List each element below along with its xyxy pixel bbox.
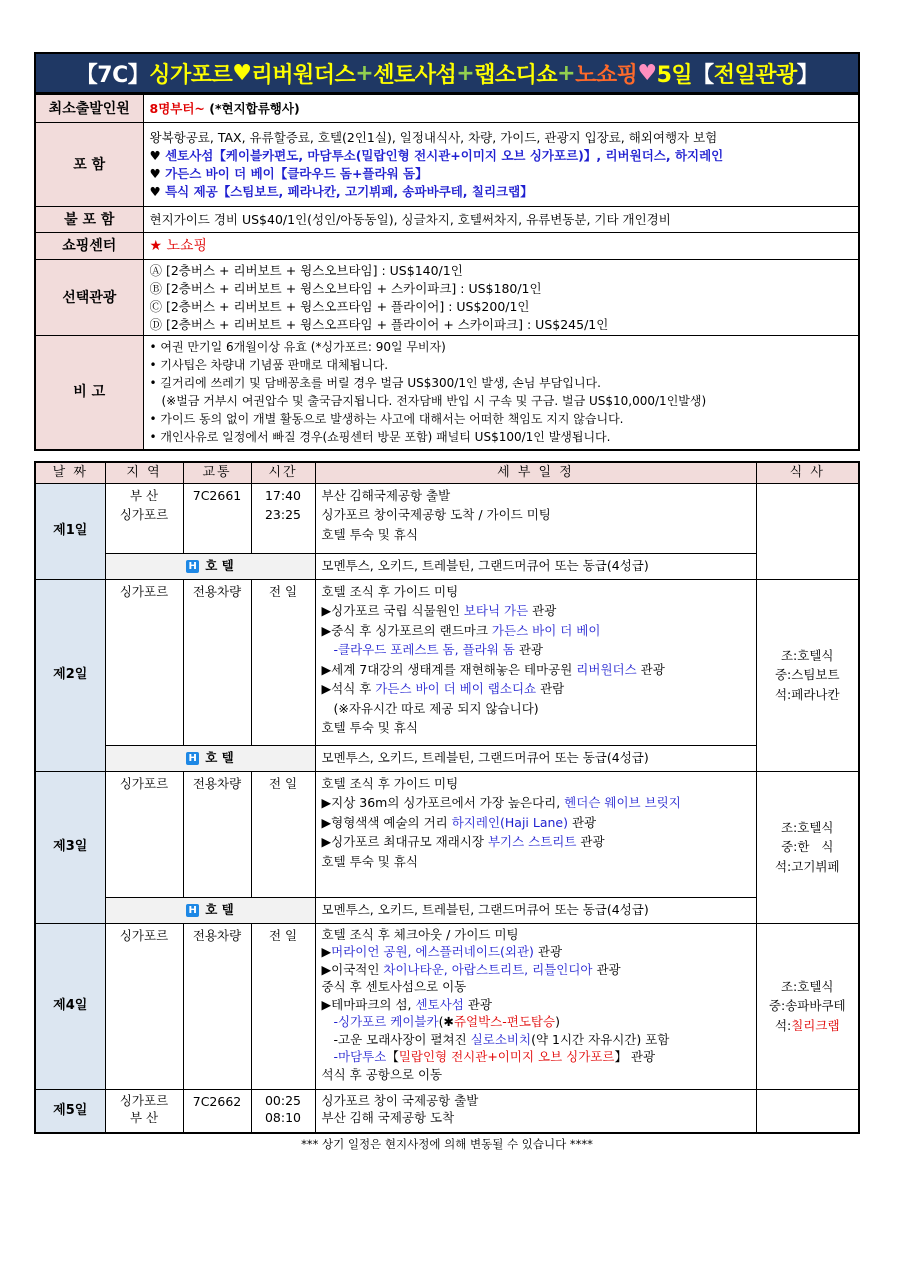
note-item: (※벌금 거부시 여권압수 및 출국금지됩니다. 전자담배 반입 시 구속 및 구금. 벌금 US$10,000/1인발생) — [161, 394, 707, 409]
day3-transport: 전용차량 — [183, 771, 251, 897]
day1-meal — [756, 483, 859, 579]
day1-detail — [315, 483, 756, 553]
area-text: 싱가포르 — [119, 507, 169, 522]
detail-text: 관광 — [592, 961, 621, 977]
day5-label: 제5일 — [35, 1089, 105, 1133]
detail-text: 관광 — [533, 944, 563, 959]
include-highlight: 특식 제공【스팀보트, 페라나칸, 고기뷔페, 송파바쿠테, 칠리크랩】 — [165, 183, 533, 199]
detail-line: 호텔 조식 후 체크아웃 / 가이드 미팅 — [321, 926, 519, 942]
day2-hotel-row — [35, 745, 859, 771]
day4-area: 싱가포르 — [105, 923, 183, 1089]
header-day: 날 짜 — [35, 462, 105, 484]
hotel-icon: H — [186, 904, 199, 917]
hotel-text: 모멘투스, 오키드, 트레블틴, 그랜드머큐어 또는 동급(4성급) — [315, 897, 756, 923]
title-days: 5일 — [656, 62, 693, 88]
detail-text: 】 관광 — [614, 1049, 656, 1064]
day2-area: 싱가포르 — [105, 579, 183, 745]
title-plus: + — [557, 60, 576, 86]
heart-icon: ♥ — [637, 60, 657, 86]
option-b: Ⓑ [2층버스 + 리버보트 + 윙스오브타임 + 스카이파크] : US$180/1인 — [149, 280, 542, 296]
detail-line: 부산 김해국제공항 출발 — [321, 487, 451, 503]
detail-line: 부산 김해 국제공항 도착 — [321, 1109, 455, 1125]
detail-text: 관람 — [536, 681, 565, 696]
day2-transport: 전용차량 — [183, 579, 251, 745]
title-destination: 싱가포르 — [149, 62, 233, 88]
header-time: 시간 — [251, 462, 315, 484]
detail-text: 관광 — [514, 642, 543, 657]
schedule-footnote: *** 상기 일정은 현지사정에 의해 변동될 수 있습니다 **** — [301, 1137, 593, 1151]
detail-line: 호텔 투숙 및 휴식 — [321, 720, 418, 735]
detail-line: (※자유시간 따로 제공 되지 않습니다) — [333, 700, 539, 716]
time-text: 08:10 — [264, 1109, 302, 1125]
detail-line — [322, 832, 750, 852]
detail-text: ▶싱가포르 최대규모 재래시장 — [321, 834, 488, 849]
day1-time — [251, 483, 315, 553]
hotel-label-cell — [105, 745, 315, 771]
option-c: Ⓒ [2층버스 + 리버보트 + 윙스오프타임 + 플라이어] : US$200/1인 — [149, 298, 530, 314]
detail-text: ▶ — [321, 944, 332, 959]
schedule-header — [35, 462, 859, 484]
detail-highlight: -마담투소 — [333, 1049, 387, 1064]
exclude-value: 현지가이드 경비 US$40/1인(성인/아동동일), 싱글차지, 호텔써차지, 유류변동분, 기타 개인경비 — [143, 207, 859, 233]
meal-breakfast: 조:호텔식 — [780, 819, 834, 835]
detail-line — [322, 1048, 750, 1066]
hotel-icon: H — [186, 560, 199, 573]
notes-label: 비 고 — [35, 336, 143, 450]
detail-line — [322, 793, 750, 813]
area-text: 부 산 — [129, 487, 159, 503]
detail-text: ▶테마파크의 섬, — [321, 996, 416, 1012]
header-meal: 식 사 — [756, 462, 859, 484]
time-text: 00:25 — [264, 1092, 302, 1108]
hotel-label: 호 텔 — [205, 558, 234, 574]
min-people-note: (*현지합류행사) — [204, 100, 300, 116]
detail-highlight: 가든스 바이 더 베이 — [491, 622, 601, 638]
detail-line: 싱가포르 창이국제공항 도착 / 가이드 미팅 — [321, 507, 551, 522]
detail-line — [322, 1031, 750, 1049]
detail-text: ) — [555, 1014, 560, 1029]
detail-line: 호텔 투숙 및 휴식 — [321, 853, 418, 869]
detail-highlight: 보타닉 가든 — [463, 603, 529, 618]
detail-highlight: 실로소비치 — [470, 1031, 532, 1047]
heart-icon: ♥ — [232, 60, 252, 86]
detail-text: -고운 모래사장이 펼쳐진 — [333, 1031, 471, 1047]
detail-text: ▶석식 후 — [321, 681, 376, 696]
detail-line — [322, 961, 750, 979]
include-highlight: 가든스 바이 더 베이【클라우드 돔+플라워 돔】 — [165, 165, 428, 181]
hotel-label-cell — [105, 553, 315, 579]
heart-icon: ♥ — [149, 165, 166, 181]
detail-text: 관광 — [568, 814, 597, 830]
detail-line — [322, 996, 750, 1014]
title-rhapsody: 랩소디쇼 — [474, 62, 558, 88]
notes-value — [143, 336, 859, 450]
min-people-label: 최소출발인원 — [35, 95, 143, 123]
meal-dinner: 석:페라나칸 — [774, 686, 840, 702]
hotel-label-cell — [105, 897, 315, 923]
min-people-count: 8명부터~ — [149, 100, 205, 116]
day5-detail — [315, 1089, 756, 1133]
info-row-notes — [35, 336, 859, 450]
include-label: 포 함 — [35, 123, 143, 207]
note-item: • 여권 만기일 6개월이상 유효 (*싱가포르: 90일 무비자) — [149, 340, 446, 355]
detail-highlight: -싱가포르 케이블카 — [333, 1014, 439, 1029]
note-item: • 개인사유로 일정에서 빠질 경우(쇼핑센터 방문 포함) 패널티 US$100/1인 발생됩니다. — [149, 430, 611, 445]
detail-line — [322, 660, 750, 680]
day2-time: 전 일 — [251, 579, 315, 745]
detail-line — [322, 601, 750, 621]
day4-label: 제4일 — [35, 923, 105, 1089]
info-row-options — [35, 260, 859, 336]
day2-row — [35, 579, 859, 745]
detail-highlight: 센토사섬 — [415, 996, 464, 1012]
info-row-include — [35, 123, 859, 207]
title-noshopping: 노쇼핑 — [575, 62, 638, 88]
area-text: 부 산 — [129, 1109, 159, 1125]
meal-breakfast: 조:호텔식 — [780, 978, 834, 994]
options-value — [143, 260, 859, 336]
detail-line — [322, 1013, 750, 1031]
shopping-value: ★ 노쇼핑 — [143, 233, 859, 260]
detail-highlight: 헨더슨 웨이브 브릿지 — [564, 795, 681, 810]
detail-line — [322, 640, 750, 660]
include-line — [150, 165, 853, 183]
detail-text: ▶중식 후 싱가포르의 랜드마크 — [321, 622, 492, 638]
detail-text: 관광 — [636, 661, 665, 677]
include-line — [150, 147, 853, 165]
include-line — [150, 183, 853, 201]
meal-dinner: 석:고기뷔페 — [774, 858, 840, 874]
title-sentosa: 센토사섬 — [373, 62, 457, 88]
day3-label: 제3일 — [35, 771, 105, 923]
schedule-table — [34, 461, 860, 1135]
detail-line: 석식 후 공항으로 이동 — [321, 1066, 443, 1082]
time-text: 17:40 — [264, 487, 302, 503]
day2-meal — [756, 579, 859, 771]
detail-line — [322, 621, 750, 641]
detail-text: ▶세계 7대강의 생태계를 재현해놓은 테마공원 — [321, 661, 577, 677]
detail-text: ▶지상 36m의 싱가포르에서 가장 높은다리, — [321, 795, 565, 810]
day4-detail — [315, 923, 756, 1089]
meal-text: 석: — [774, 1017, 792, 1033]
meal-highlight: 칠리크랩 — [791, 1017, 840, 1033]
title-bracket-close: 】 — [796, 62, 819, 88]
meal-lunch: 중:한 식 — [781, 839, 834, 855]
detail-line: 호텔 투숙 및 휴식 — [321, 526, 418, 542]
day5-time — [251, 1089, 315, 1133]
detail-text: (약 1시간 자유시간) 포함 — [531, 1031, 670, 1047]
header-transport: 교통 — [183, 462, 251, 484]
meal-lunch: 중:스팀보트 — [774, 667, 840, 683]
day2-detail — [315, 579, 756, 745]
day5-area — [105, 1089, 183, 1133]
detail-text: ▶이국적인 — [321, 961, 384, 977]
day5-transport: 7C2662 — [183, 1089, 251, 1133]
title-fullday: 전일관광 — [713, 62, 797, 88]
option-a: Ⓐ [2층버스 + 리버보트 + 윙스오브타임] : US$140/1인 — [149, 262, 463, 278]
meal-dinner — [763, 1016, 853, 1036]
tour-title — [34, 52, 860, 94]
header-detail: 세 부 일 정 — [315, 462, 756, 484]
detail-text: 관광 — [528, 603, 557, 618]
options-label: 선택관광 — [35, 260, 143, 336]
detail-line: 싱가포르 창이 국제공항 출발 — [321, 1092, 479, 1108]
heart-icon: ♥ — [149, 183, 166, 199]
detail-line — [322, 943, 750, 961]
day5-meal — [756, 1089, 859, 1133]
day4-meal — [756, 923, 859, 1089]
detail-text: (✱ — [438, 1014, 454, 1029]
title-plus: + — [456, 60, 475, 86]
detail-highlight: 머라이언 공원, 에스플러네이드(외관) — [331, 944, 534, 959]
day4-transport: 전용차량 — [183, 923, 251, 1089]
detail-text: 관광 — [576, 834, 605, 849]
info-row-shopping — [35, 233, 859, 260]
day3-meal — [756, 771, 859, 923]
include-value — [143, 123, 859, 207]
title-riverwonders: 리버원더스 — [251, 62, 356, 88]
min-people-value — [143, 95, 859, 123]
title-plus: + — [355, 60, 374, 86]
detail-line: 호텔 조식 후 가이드 미팅 — [321, 583, 459, 599]
detail-highlight: 부기스 스트리트 — [487, 834, 577, 849]
title-bracket-open: 【 — [692, 62, 714, 88]
day3-area: 싱가포르 — [105, 771, 183, 897]
day3-hotel-row — [35, 897, 859, 923]
day1-label: 제1일 — [35, 483, 105, 579]
hotel-label: 호 텔 — [205, 750, 234, 766]
detail-text: 【 — [386, 1049, 399, 1064]
day1-area — [105, 483, 183, 553]
heart-icon: ♥ — [149, 147, 166, 163]
detail-highlight: 밀랍인형 전시관+이미지 오브 싱가포르 — [398, 1049, 615, 1064]
detail-line: 중식 후 센토사섬으로 이동 — [321, 979, 467, 994]
day3-row — [35, 771, 859, 897]
note-item: • 기사팁은 차량내 기념품 판매로 대체됩니다. — [149, 358, 389, 373]
detail-highlight: -클라우드 포레스트 돔, 플라워 돔 — [333, 642, 515, 657]
note-item: • 길거리에 쓰레기 및 담배꽁초를 버릴 경우 벌금 US$300/1인 발생, 손님 부담입니다. — [149, 376, 601, 391]
note-item: • 가이드 동의 없이 개별 활동으로 발생하는 사고에 대해서는 어떠한 책임도 지지 않습니다. — [149, 412, 624, 427]
time-text: 23:25 — [264, 507, 302, 522]
detail-line: 호텔 조식 후 가이드 미팅 — [321, 775, 459, 791]
day5-row — [35, 1089, 859, 1133]
day3-detail — [315, 771, 756, 897]
itinerary-document — [34, 52, 860, 1152]
day2-label: 제2일 — [35, 579, 105, 771]
tour-info-table — [34, 94, 860, 451]
detail-highlight: 리버원더스 — [576, 661, 637, 677]
day4-time: 전 일 — [251, 923, 315, 1089]
day1-hotel-row — [35, 553, 859, 579]
detail-highlight: 쥬얼박스-편도탑승 — [453, 1014, 556, 1029]
meal-breakfast: 조:호텔식 — [780, 647, 834, 663]
exclude-label: 불 포 함 — [35, 207, 143, 233]
detail-text: 관광 — [463, 996, 492, 1012]
hotel-label: 호 텔 — [205, 902, 234, 918]
detail-highlight: 가든스 바이 더 베이 랩소디쇼 — [375, 681, 537, 696]
hotel-text: 모멘투스, 오키드, 트레블틴, 그랜드머큐어 또는 동급(4성급) — [315, 745, 756, 771]
day4-row — [35, 923, 859, 1089]
option-d: Ⓓ [2층버스 + 리버보트 + 윙스오프타임 + 플라이어 + 스카이파크] : US$245/1인 — [149, 316, 609, 332]
detail-highlight: 차이나타운, 아랍스트리트, 리틀인디아 — [383, 961, 593, 977]
hotel-icon: H — [186, 752, 199, 765]
day3-time: 전 일 — [251, 771, 315, 897]
hotel-text: 모멘투스, 오키드, 트레블틴, 그랜드머큐어 또는 동급(4성급) — [315, 553, 756, 579]
detail-line — [322, 813, 750, 833]
meal-lunch: 중:송파바쿠테 — [768, 998, 846, 1014]
info-row-exclude — [35, 207, 859, 233]
detail-text: ▶형형색색 예술의 거리 — [321, 814, 452, 830]
title-code: 【7C】 — [75, 62, 150, 88]
day1-transport: 7C2661 — [183, 483, 251, 553]
include-line: 왕복항공료, TAX, 유류할증료, 호텔(2인1실), 일정내식사, 차량, 가이드, 관광지 입장료, 해외여행자 보험 — [149, 129, 718, 145]
detail-text: ▶싱가포르 국립 식물원인 — [321, 603, 464, 618]
detail-highlight: 하지레인(Haji Lane) — [451, 814, 568, 830]
header-area: 지 역 — [105, 462, 183, 484]
include-highlight: 센토사섬【케이블카편도, 마담투소(밀랍인형 전시관+이미지 오브 싱가포르)】, 리버원더스, 하지레인 — [165, 147, 724, 163]
area-text: 싱가포르 — [119, 1092, 169, 1108]
day1-row — [35, 483, 859, 553]
detail-line — [322, 679, 750, 699]
info-row-min — [35, 95, 859, 123]
shopping-label: 쇼핑센터 — [35, 233, 143, 260]
